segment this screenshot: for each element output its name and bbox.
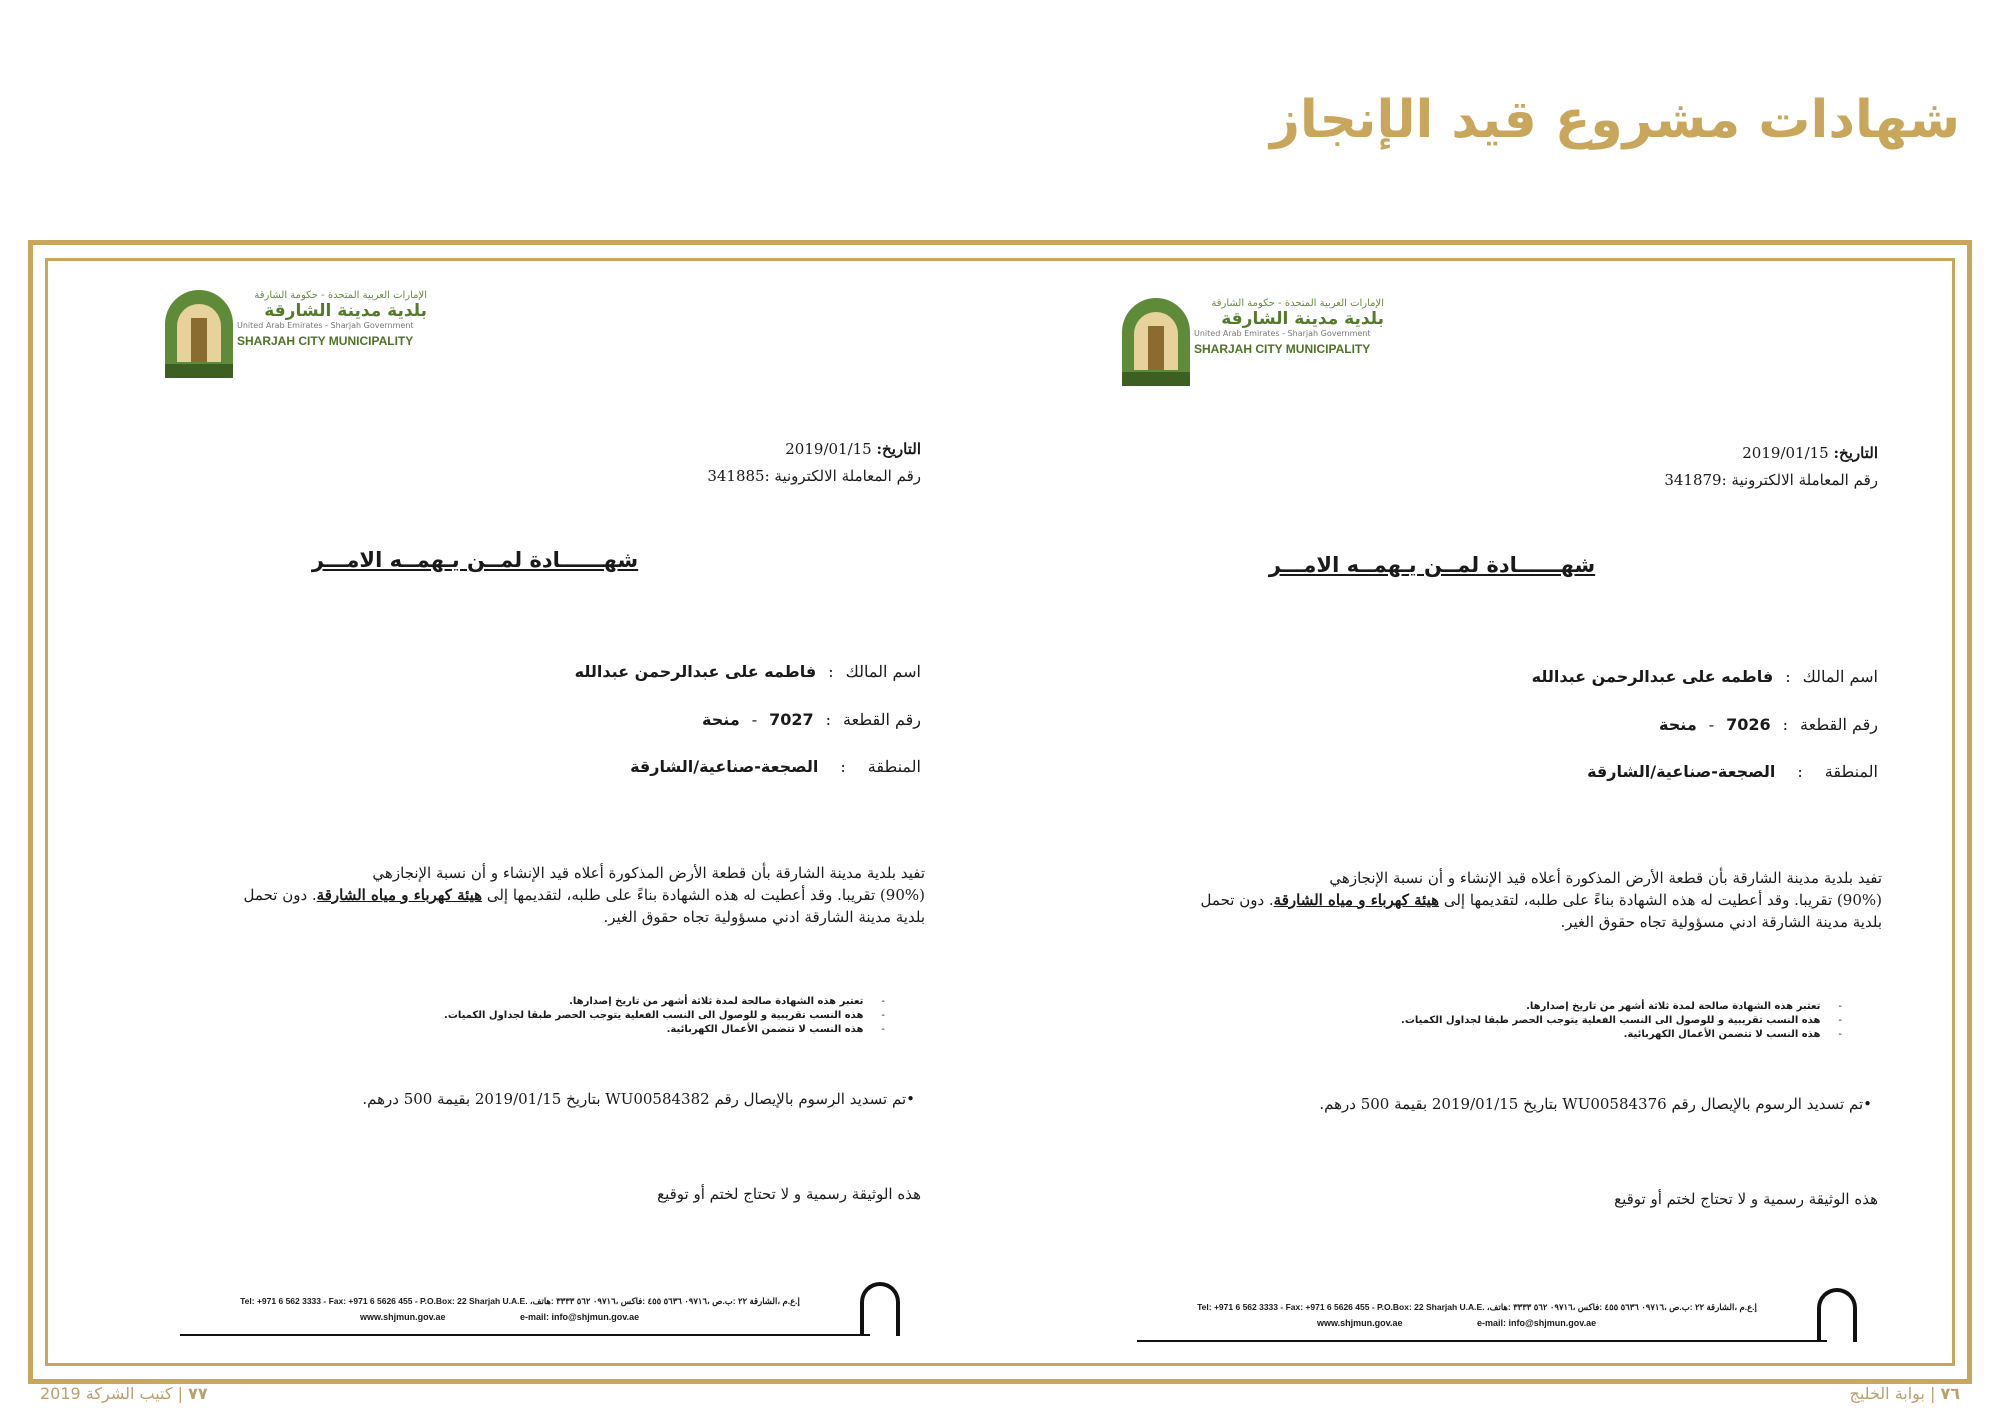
certificate-notes: -تعتبر هذه الشهادة صالحة لمدة ثلاثة أشهر من تاريخ إصدارها. -هذه النسب تقريبية و للوصول الى النسب الفعلية يتوجب الحصر طبقا لجداول الكميات. -هذه النسب لا تتضمن الأعمال الكهربائية.: [444, 996, 885, 1035]
website-link: www.shjmun.gov.ae: [1317, 1318, 1403, 1328]
email-link: e-mail: info@shjmun.gov.ae: [520, 1312, 640, 1322]
certificate-footer: [1137, 1288, 1857, 1348]
transaction-value: 341885: [707, 467, 765, 485]
certificate-left: [165, 270, 925, 1360]
date-value: 2019/01/15: [785, 440, 872, 458]
owner-field: اسم المالك:فاطمه على عبدالرحمن عبدالله: [1531, 667, 1878, 686]
page-title: شهادات مشروع قيد الإنجاز: [1269, 90, 1960, 150]
transaction-label: رقم المعاملة الالكترونية :: [1721, 471, 1878, 489]
logo-line-3: United Arab Emirates - Sharjah Government: [1194, 329, 1371, 338]
area-value: الصجعة-صناعية/الشارقة: [630, 757, 819, 776]
contact-line: Tel: +971 6 562 3333 - Fax: +971 6 5626 455 - P.O.Box: 22 Sharjah U.A.E. ،إ.ع.م ،الشارقة ٢٢ :ب.ص ،٠٩٧١٦ ٥٦٣٦ ٤٥٥ :فاكس ،٠٩٧١٦ ٥٦٢ ٣٣٣٣ :هاتف: [1197, 1302, 1757, 1312]
footer-left-text: كتيب الشركة 2019: [40, 1384, 173, 1403]
payment-line: •تم تسديد الرسوم بالإيصال رقم WU00584382 بتاريخ 2019/01/15 بقيمة 500 درهم.: [362, 1090, 915, 1108]
municipality-logo: [165, 290, 435, 385]
logo-line-4: SHARJAH CITY MUNICIPALITY: [1194, 342, 1371, 356]
municipality-logo: [1122, 298, 1392, 393]
logo-line-2: بلدية مدينة الشارقة: [264, 301, 427, 321]
logo-line-4: SHARJAH CITY MUNICIPALITY: [237, 334, 414, 348]
plot-label: رقم القطعة: [1800, 715, 1878, 734]
area-field: المنطقة:الصجعة-صناعية/الشارقة: [1587, 762, 1878, 781]
certificate-notes: -تعتبر هذه الشهادة صالحة لمدة ثلاثة أشهر من تاريخ إصدارها. -هذه النسب تقريبية و للوصول الى النسب الفعلية يتوجب الحصر طبقا لجداول الكميات. -هذه النسب لا تتضمن الأعمال الكهربائية.: [1401, 1001, 1842, 1040]
municipality-emblem-icon: [165, 290, 233, 378]
area-value: الصجعة-صناعية/الشارقة: [1587, 762, 1776, 781]
website-link: www.shjmun.gov.ae: [360, 1312, 446, 1322]
plot-label: رقم القطعة: [843, 710, 921, 729]
municipality-emblem-icon: [1122, 298, 1190, 386]
plot-value: 7026: [1726, 715, 1771, 734]
arch-icon: [860, 1282, 900, 1336]
footer-left: ٧٧ | كتيب الشركة 2019: [40, 1384, 208, 1403]
area-field: المنطقة:الصجعة-صناعية/الشارقة: [630, 757, 921, 776]
date-label: التاريخ:: [876, 440, 921, 458]
certificate-body: تفيد بلدية مدينة الشارقة بأن قطعة الأرض المذكورة أعلاه قيد الإنشاء و أن نسبة الإنجازهي (90%) تقريبا. وقد أعطيت له هذه الشهادة بناءً على طلبه، لتقديمها إلى هيئة كهرباء و مياه الشارقة. دون تحمل بلدية مدينة الشارقة ادني مسؤولية تجاه حقوق الغير.: [243, 864, 925, 926]
certificate-footer: [180, 1282, 900, 1342]
date-label: التاريخ:: [1833, 444, 1878, 462]
plot-type: منحة: [702, 710, 740, 729]
page-number-right: ٧٦: [1940, 1384, 1960, 1403]
page-number-left: ٧٧: [188, 1384, 208, 1403]
certificate-heading: شهــــــادة لمــن يـهمــه الامـــر: [311, 548, 639, 572]
date-value: 2019/01/15: [1742, 444, 1829, 462]
plot-field: رقم القطعة:7026-منحة: [1659, 715, 1878, 734]
certificate-meta: [1578, 444, 1878, 498]
owner-value: فاطمه على عبدالرحمن عبدالله: [1531, 667, 1774, 686]
plot-type: منحة: [1659, 715, 1697, 734]
arch-icon: [1817, 1288, 1857, 1342]
transaction-label: رقم المعاملة الالكترونية :: [764, 467, 921, 485]
area-label: المنطقة: [1824, 762, 1878, 781]
certificate-body: تفيد بلدية مدينة الشارقة بأن قطعة الأرض المذكورة أعلاه قيد الإنشاء و أن نسبة الإنجازهي (90%) تقريبا. وقد أعطيت له هذه الشهادة بناءً على طلبه، لتقديمها إلى هيئة كهرباء و مياه الشارقة. دون تحمل بلدية مدينة الشارقة ادني مسؤولية تجاه حقوق الغير.: [1200, 869, 1882, 931]
plot-field: رقم القطعة:7027-منحة: [702, 710, 921, 729]
area-label: المنطقة: [867, 757, 921, 776]
certificate-right: [1122, 270, 1882, 1360]
footer-right: ٧٦ | بوابة الخليج: [1849, 1384, 1960, 1403]
official-note: هذه الوثيقة رسمية و لا تحتاج لختم أو توقيع: [1614, 1190, 1878, 1208]
payment-line: •تم تسديد الرسوم بالإيصال رقم WU00584376 بتاريخ 2019/01/15 بقيمة 500 درهم.: [1319, 1095, 1872, 1113]
transaction-value: 341879: [1664, 471, 1722, 489]
contact-line: Tel: +971 6 562 3333 - Fax: +971 6 5626 455 - P.O.Box: 22 Sharjah U.A.E. ،إ.ع.م ،الشارقة ٢٢ :ب.ص ،٠٩٧١٦ ٥٦٣٦ ٤٥٥ :فاكس ،٠٩٧١٦ ٥٦٢ ٣٣٣٣ :هاتف: [240, 1296, 800, 1306]
footer-right-text: بوابة الخليج: [1849, 1384, 1925, 1403]
official-note: هذه الوثيقة رسمية و لا تحتاج لختم أو توقيع: [657, 1185, 921, 1203]
certificate-meta: [621, 440, 921, 494]
owner-label: اسم المالك: [1802, 667, 1878, 686]
plot-value: 7027: [769, 710, 814, 729]
owner-label: اسم المالك: [845, 662, 921, 681]
certificate-heading: شهــــــادة لمــن يـهمــه الامـــر: [1268, 553, 1596, 577]
owner-value: فاطمه على عبدالرحمن عبدالله: [574, 662, 817, 681]
logo-line-1: الإمارات العربية المتحدة - حكومة الشارقة: [254, 290, 427, 301]
logo-line-1: الإمارات العربية المتحدة - حكومة الشارقة: [1211, 298, 1384, 309]
owner-field: اسم المالك:فاطمه على عبدالرحمن عبدالله: [574, 662, 921, 681]
logo-line-3: United Arab Emirates - Sharjah Government: [237, 321, 414, 330]
email-link: e-mail: info@shjmun.gov.ae: [1477, 1318, 1597, 1328]
logo-line-2: بلدية مدينة الشارقة: [1221, 309, 1384, 329]
